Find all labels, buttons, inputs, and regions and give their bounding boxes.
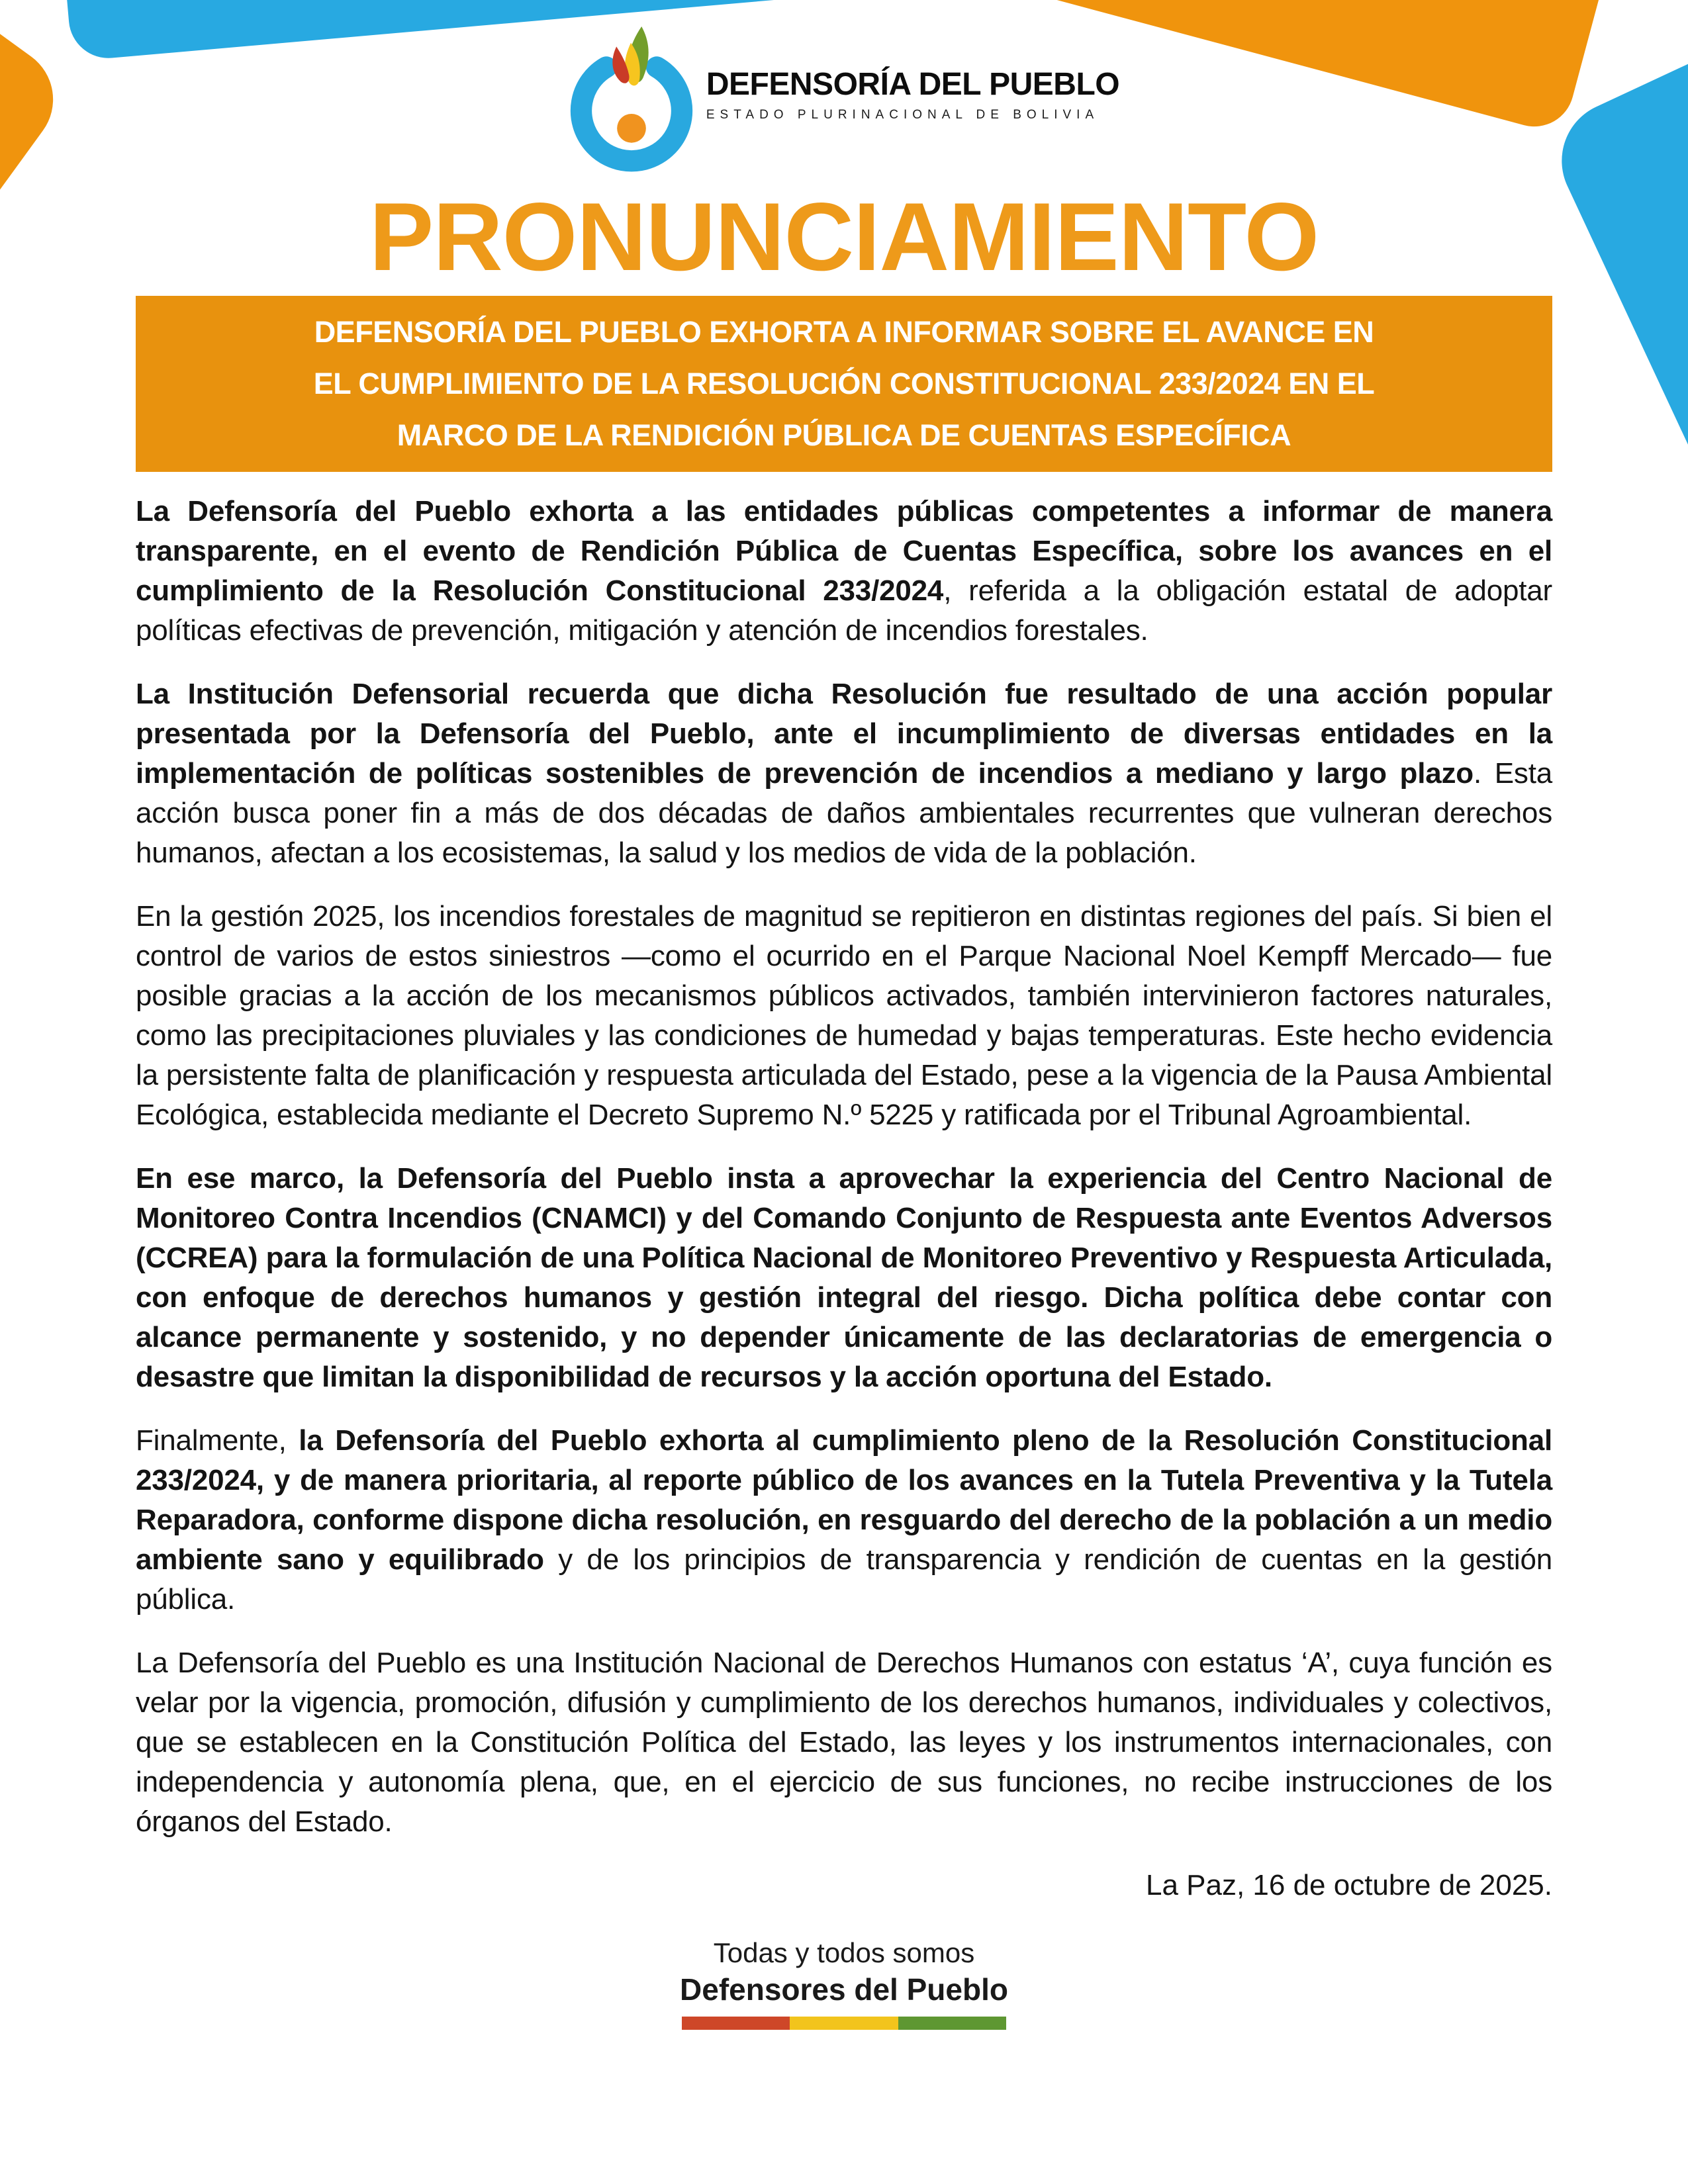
headline-line-1: DEFENSORÍA DEL PUEBLO EXHORTA A INFORMAR SOBRE EL AVANCE EN (314, 314, 1374, 349)
headline-line-3: MARCO DE LA RENDICIÓN PÚBLICA DE CUENTAS ESPECÍFICA (397, 418, 1291, 452)
footer (136, 1936, 1552, 2030)
flag-stripe-red (682, 2017, 790, 2030)
headline-line-2: EL CUMPLIMIENTO DE LA RESOLUCIÓN CONSTITUCIONAL 233/2024 EN EL (313, 366, 1375, 400)
institution-logo (136, 19, 1552, 184)
logo-name: DEFENSORÍA DEL PUEBLO (706, 67, 1120, 103)
bolivia-flag-bar (682, 2017, 1006, 2030)
footer-slogan-line1: Todas y todos somos (713, 1936, 975, 1968)
headline-banner (136, 296, 1552, 472)
paragraph-3: En la gestión 2025, los incendios forestales de magnitud se repitieron en distintas regiones del país. Si bien el control de varios de estos siniestros —como el ocurrido en el Parque Nacional Noel Kempff Mercado— fue posible gracias a la acción de los mecanismos públicos activados, también intervinieron factores naturales, como las precipitaciones pluviales y las condiciones de humedad y bajas temperaturas. Este hecho evidencia la persistente falta de planificación y respuesta articulada del Estado, pese a la vigencia de la Pausa Ambiental Ecológica, establecida mediante el Decreto Supremo N.º 5225 y ratificada por el Tribunal Agroambiental. (136, 899, 1552, 1131)
paragraph-2: La Institución Defensorial recuerda que dicha Resolución fue resultado de una acción popular presentada por la Defensoría del Pueblo, ante el incumplimiento de diversas entidades en la implementación de políticas sostenibles de prevención de incendios a mediano y largo plazo. Esta acción busca poner fin a más de dos décadas de daños ambientales recurrentes que vulneran derechos humanos, afectan a los ecosistemas, la salud y los medios de vida de la población. (136, 677, 1552, 869)
paragraph-6: La Defensoría del Pueblo es una Institución Nacional de Derechos Humanos con estatus ‘A’, cuya función es velar por la vigencia, promoción, difusión y cumplimiento de los derechos humanos, individuales y colectivos, que se establecen en la Constitución Política del Estado, las leyes y los instrumentos internacionales, con independencia y autonomía plena, que, en el ejercicio de sus funciones, no recibe instrucciones de los órganos del Estado. (136, 1646, 1552, 1838)
logo-subtitle: ESTADO PLURINACIONAL DE BOLIVIA (706, 107, 1100, 122)
body-text (136, 492, 1552, 1905)
defensoria-logo-mark (569, 22, 694, 181)
flag-stripe-yellow (790, 2017, 898, 2030)
person-icon (617, 114, 646, 143)
footer-slogan-line2: Defensores del Pueblo (680, 1972, 1008, 2007)
page-title: PRONUNCIAMIENTO (369, 183, 1319, 291)
paragraph-5: Finalmente, la Defensoría del Pueblo exhorta al cumplimiento pleno de la Resolución Constitucional 233/2024, y de manera prioritaria, al reporte público de los avances en la Tutela Preventiva y la Tutela Reparadora, conforme dispone dicha resolución, en resguardo del derecho de la población a un medio ambiente sano y equilibrado y de los principios de transparencia y rendición de cuentas en la gestión pública. (136, 1424, 1553, 1615)
flag-stripe-green (898, 2017, 1006, 2030)
logo-text (706, 68, 1119, 122)
paragraph-1: La Defensoría del Pueblo exhorta a las entidades públicas competentes a informar de manera transparente, en el evento de Rendición Pública de Cuentas Específica, sobre los avances en el cumplimiento de la Resolución Constitucional 233/2024, referida a la obligación estatal de adoptar políticas efectivas de prevención, mitigación y atención de incendios forestales. (136, 494, 1552, 647)
paragraph-4: En ese marco, la Defensoría del Pueblo insta a aprovechar la experiencia del Centro Nacional de Monitoreo Contra Incendios (CNAMCI) y del Comando Conjunto de Respuesta ante Eventos Adversos (CCREA) para la formulación de una Política Nacional de Monitoreo Preventivo y Respuesta Articulada, con enfoque de derechos humanos y gestión integral del riesgo. Dicha política debe contar con alcance permanente y sostenido, y no depender únicamente de las declaratorias de emergencia o desastre que limitan la disponibilidad de recursos y la acción oportuna del Estado. (136, 1161, 1552, 1393)
date-line: La Paz, 16 de octubre de 2025. (1145, 1868, 1552, 1901)
